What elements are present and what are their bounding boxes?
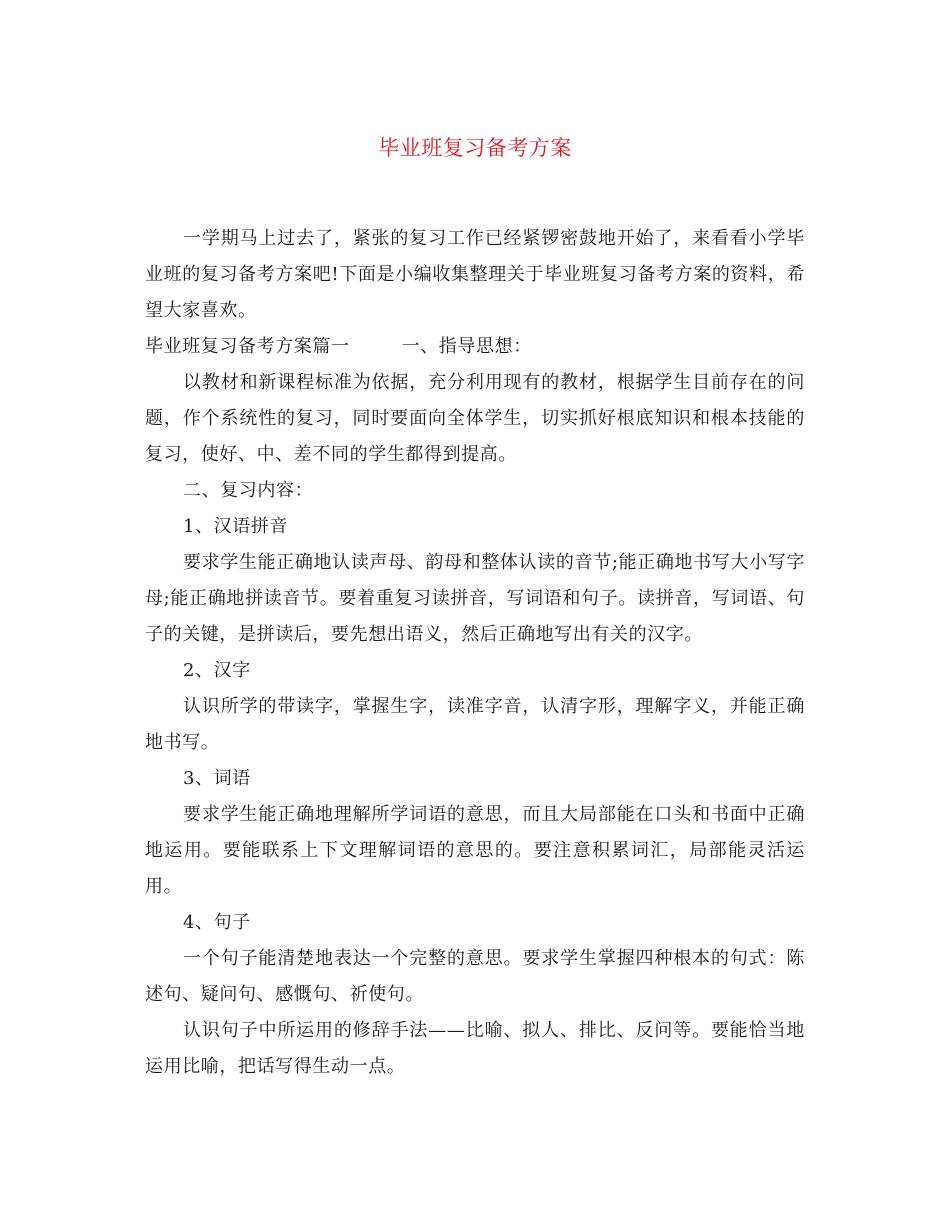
item1-paragraph: 要求学生能正确地认读声母、韵母和整体认读的音节;能正确地书写大小写字母;能正确地拼读音节。要着重复习读拼音，写词语和句子。读拼音，写词语、句子的关键，是拼读后，要先想出语义，然后正确地写出有关的汉字。 bbox=[145, 552, 805, 645]
item4-paragraph-1: 一个句子能清楚地表达一个完整的意思。要求学生掌握四种根本的句式：陈述句、疑问句、感慨句、祈使句。 bbox=[145, 948, 805, 1005]
document-body bbox=[145, 221, 805, 1085]
item1-heading: 1、汉语拼音 bbox=[183, 516, 289, 537]
section2-heading: 二、复习内容： bbox=[183, 480, 314, 501]
item2-paragraph: 认识所学的带读字，掌握生字，读准字音，认清字形，理解字义，并能正确地书写。 bbox=[145, 696, 805, 753]
item2-heading: 2、汉字 bbox=[183, 660, 251, 681]
item3-heading: 3、词语 bbox=[183, 768, 251, 789]
intro-paragraph: 一学期马上过去了，紧张的复习工作已经紧锣密鼓地开始了，来看看小学毕业班的复习备考方案吧!下面是小编收集整理关于毕业班复习备考方案的资料，希望大家喜欢。 bbox=[145, 228, 805, 321]
section1-paragraph: 以教材和新课程标准为依据，充分利用现有的教材，根据学生目前存在的问题，作个系统性的复习，同时要面向全体学生，切实抓好根底知识和根本技能的复习，使好、中、差不同的学生都得到提高。 bbox=[145, 372, 805, 465]
document-title: 毕业班复习备考方案 bbox=[378, 136, 572, 160]
part-heading-line bbox=[145, 329, 805, 365]
part-heading: 毕业班复习备考方案篇一 bbox=[145, 336, 350, 357]
item4-heading: 4、句子 bbox=[183, 912, 251, 933]
section1-heading: 一、指导思想： bbox=[401, 336, 532, 357]
item3-paragraph: 要求学生能正确地理解所学词语的意思，而且大局部能在口头和书面中正确地运用。要能联系上下文理解词语的意思的。要注意积累词汇，局部能灵活运用。 bbox=[145, 804, 805, 897]
item4-paragraph-2: 认识句子中所运用的修辞手法——比喻、拟人、排比、反问等。要能恰当地运用比喻，把话写得生动一点。 bbox=[145, 1020, 805, 1077]
